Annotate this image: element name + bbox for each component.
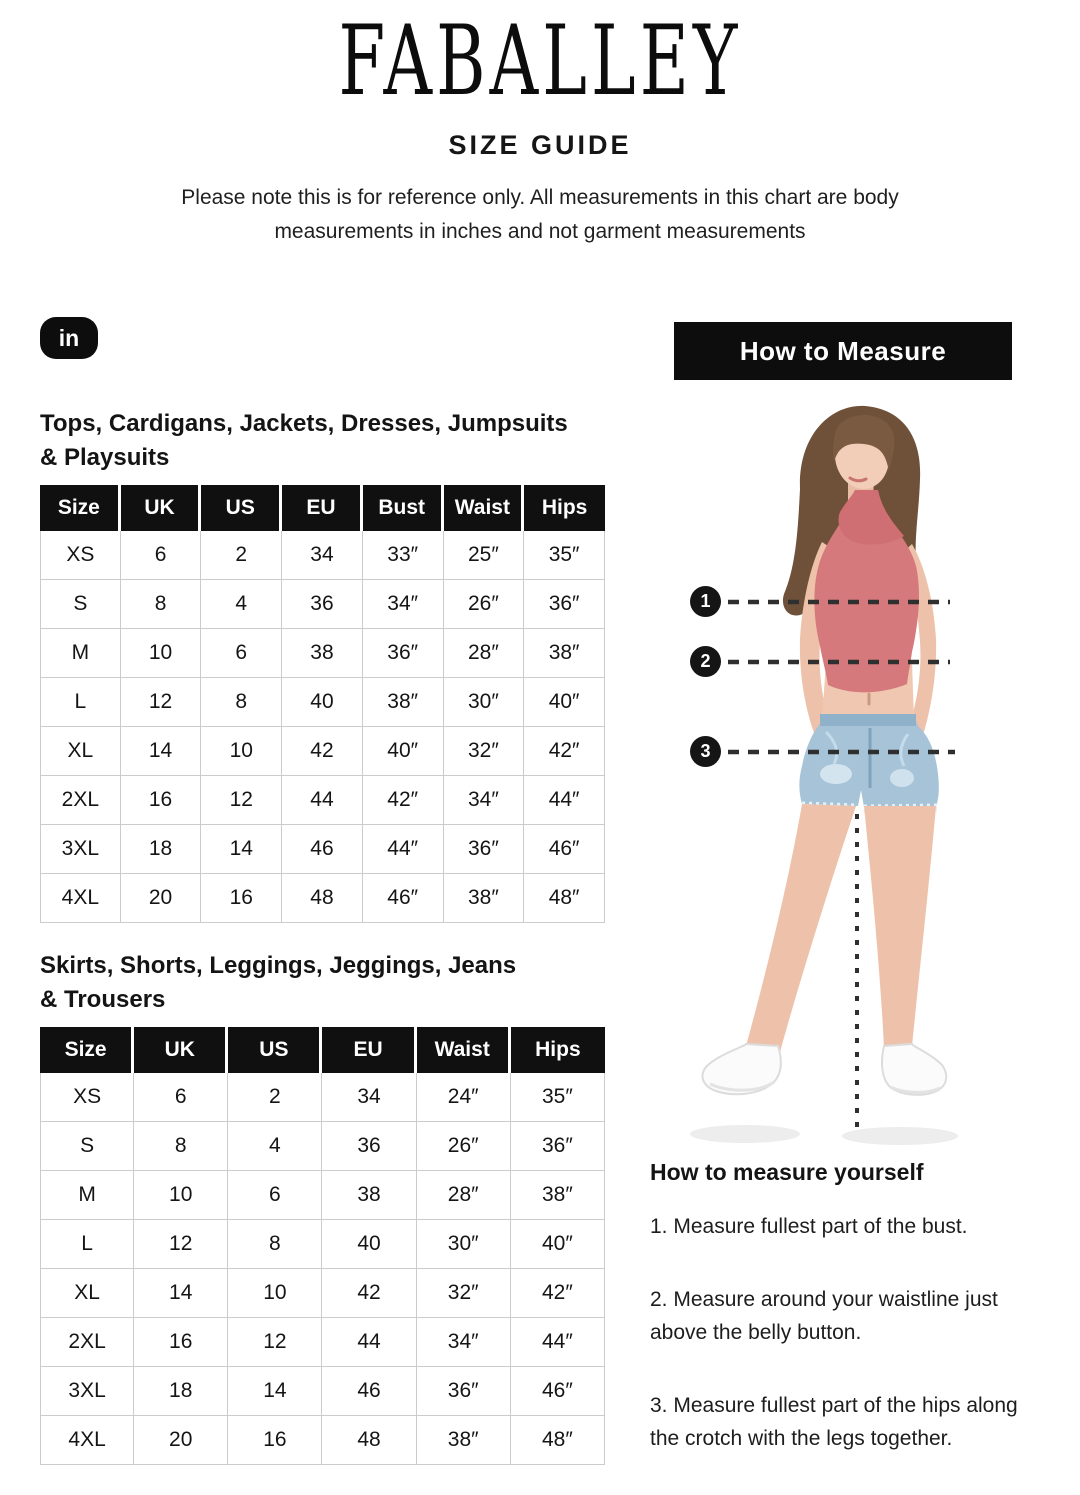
table-row xyxy=(40,1171,605,1220)
table-cell: 28″ xyxy=(417,1171,511,1220)
page-title: SIZE GUIDE xyxy=(448,130,632,160)
table-cell: 2 xyxy=(201,531,282,580)
table-cell: 8 xyxy=(134,1122,228,1171)
table-cell: 16 xyxy=(121,776,202,825)
table-cell: XS xyxy=(40,1073,134,1122)
table-row xyxy=(40,1073,605,1122)
table-cell: 6 xyxy=(134,1073,228,1122)
table-cell: 12 xyxy=(121,678,202,727)
table-cell: 18 xyxy=(121,825,202,874)
table-cell: 6 xyxy=(201,629,282,678)
table-cell: 16 xyxy=(201,874,282,923)
table-cell: 44 xyxy=(282,776,363,825)
table-cell: 4XL xyxy=(40,874,121,923)
waist-marker: 2 xyxy=(690,646,721,677)
note-text xyxy=(0,181,1080,249)
table-cell: 8 xyxy=(201,678,282,727)
column-header: US xyxy=(228,1027,322,1073)
table-cell: 42 xyxy=(322,1269,416,1318)
unit-toggle-inches[interactable]: in xyxy=(40,317,98,359)
table-cell: 48″ xyxy=(511,1416,605,1465)
table-cell: 32″ xyxy=(417,1269,511,1318)
tops-table-title xyxy=(40,407,605,475)
column-header: Size xyxy=(40,1027,134,1073)
table-cell: 44″ xyxy=(524,776,605,825)
brand-logo: FABALLEY xyxy=(338,5,742,118)
table-cell: 10 xyxy=(134,1171,228,1220)
table-row xyxy=(40,776,605,825)
table-cell: 48″ xyxy=(524,874,605,923)
table-cell: 8 xyxy=(228,1220,322,1269)
table-cell: 16 xyxy=(228,1416,322,1465)
table-cell: S xyxy=(40,1122,134,1171)
table-cell: 3XL xyxy=(40,825,121,874)
size-table-tops xyxy=(40,485,605,923)
table-cell: 46″ xyxy=(524,825,605,874)
column-header: Hips xyxy=(524,485,605,531)
note-line-1: Please note this is for reference only. All measurements in this chart are body xyxy=(181,186,899,209)
table-cell: 12 xyxy=(134,1220,228,1269)
column-header: Waist xyxy=(417,1027,511,1073)
table-cell: 16 xyxy=(134,1318,228,1367)
table-cell: 34 xyxy=(282,531,363,580)
table-cell: 42″ xyxy=(511,1269,605,1318)
table-cell: M xyxy=(40,1171,134,1220)
table-cell: 33″ xyxy=(363,531,444,580)
table-cell: 36 xyxy=(322,1122,416,1171)
table-cell: 36 xyxy=(282,580,363,629)
measure-step: 2. Measure around your waistline just above the belly button. xyxy=(650,1288,998,1344)
table-cell: 44″ xyxy=(511,1318,605,1367)
how-to-measure-column xyxy=(650,309,1070,1454)
table-cell: 10 xyxy=(201,727,282,776)
table-cell: 14 xyxy=(228,1367,322,1416)
table-cell: 38″ xyxy=(417,1416,511,1465)
table-cell: 4 xyxy=(228,1122,322,1171)
table-cell: 38″ xyxy=(524,629,605,678)
table-row xyxy=(40,1220,605,1269)
table-row xyxy=(40,1269,605,1318)
column-header: EU xyxy=(322,1027,416,1073)
tops-table-title-line2: & Playsuits xyxy=(40,444,170,471)
table-cell: 48 xyxy=(322,1416,416,1465)
table-cell: 8 xyxy=(121,580,202,629)
table-cell: 42″ xyxy=(524,727,605,776)
column-header: US xyxy=(201,485,282,531)
table-row xyxy=(40,727,605,776)
table-cell: 40″ xyxy=(363,727,444,776)
table-cell: 10 xyxy=(121,629,202,678)
column-header: EU xyxy=(282,485,363,531)
table-cell: 36″ xyxy=(511,1122,605,1171)
table-row xyxy=(40,531,605,580)
bust-marker: 1 xyxy=(690,586,721,617)
table-cell: 14 xyxy=(201,825,282,874)
how-to-measure-banner: How to Measure xyxy=(674,322,1012,380)
table-cell: 12 xyxy=(201,776,282,825)
tops-table-title-line1: Tops, Cardigans, Jackets, Dresses, Jumpsuits xyxy=(40,410,568,437)
table-cell: 38 xyxy=(282,629,363,678)
table-header-row xyxy=(40,1027,605,1073)
table-cell: L xyxy=(40,678,121,727)
table-cell: 6 xyxy=(121,531,202,580)
table-cell: 34″ xyxy=(363,580,444,629)
column-header: Waist xyxy=(444,485,525,531)
bottoms-table-title-line2: & Trousers xyxy=(40,986,166,1013)
table-cell: 40″ xyxy=(511,1220,605,1269)
table-row xyxy=(40,1318,605,1367)
table-cell: 38 xyxy=(322,1171,416,1220)
table-cell: XL xyxy=(40,727,121,776)
measure-step: 3. Measure fullest part of the hips along the crotch with the legs together. xyxy=(650,1394,1018,1450)
model-photo xyxy=(650,394,1050,1159)
table-cell: 18 xyxy=(134,1367,228,1416)
table-cell: 2XL xyxy=(40,776,121,825)
table-cell: 46 xyxy=(282,825,363,874)
table-cell: 34″ xyxy=(444,776,525,825)
table-cell: 32″ xyxy=(444,727,525,776)
column-header: UK xyxy=(121,485,202,531)
table-cell: 3XL xyxy=(40,1367,134,1416)
table-cell: 36″ xyxy=(417,1367,511,1416)
table-cell: S xyxy=(40,580,121,629)
measure-steps-list xyxy=(650,1210,1042,1455)
table-cell: 42″ xyxy=(363,776,444,825)
column-header: Hips xyxy=(511,1027,605,1073)
table-cell: 4 xyxy=(201,580,282,629)
table-row xyxy=(40,1416,605,1465)
table-cell: 36″ xyxy=(363,629,444,678)
table-cell: 14 xyxy=(134,1269,228,1318)
measure-instructions-title: How to measure yourself xyxy=(650,1159,924,1185)
table-cell: XL xyxy=(40,1269,134,1318)
table-cell: 46″ xyxy=(511,1367,605,1416)
table-cell: 30″ xyxy=(417,1220,511,1269)
table-cell: 28″ xyxy=(444,629,525,678)
table-cell: 42 xyxy=(282,727,363,776)
bottoms-table-title-line1: Skirts, Shorts, Leggings, Jeggings, Jeans xyxy=(40,952,517,979)
table-cell: 36″ xyxy=(524,580,605,629)
table-cell: L xyxy=(40,1220,134,1269)
size-tables-column xyxy=(40,309,605,1465)
table-cell: XS xyxy=(40,531,121,580)
table-cell: 38″ xyxy=(363,678,444,727)
table-row xyxy=(40,1367,605,1416)
table-cell: 20 xyxy=(121,874,202,923)
table-cell: 48 xyxy=(282,874,363,923)
table-cell: 2XL xyxy=(40,1318,134,1367)
table-row xyxy=(40,1122,605,1171)
column-header: Bust xyxy=(363,485,444,531)
table-cell: 44″ xyxy=(363,825,444,874)
table-cell: 6 xyxy=(228,1171,322,1220)
hips-marker: 3 xyxy=(690,736,721,767)
table-row xyxy=(40,629,605,678)
table-row xyxy=(40,825,605,874)
table-cell: 26″ xyxy=(444,580,525,629)
table-row xyxy=(40,874,605,923)
table-cell: 10 xyxy=(228,1269,322,1318)
table-cell: 30″ xyxy=(444,678,525,727)
table-cell: 34″ xyxy=(417,1318,511,1367)
table-cell: 26″ xyxy=(417,1122,511,1171)
table-cell: 35″ xyxy=(511,1073,605,1122)
table-cell: 40 xyxy=(282,678,363,727)
measure-instructions xyxy=(650,1159,1042,1495)
table-cell: 12 xyxy=(228,1318,322,1367)
table-cell: 24″ xyxy=(417,1073,511,1122)
bottoms-table-title xyxy=(40,949,605,1017)
table-cell: M xyxy=(40,629,121,678)
table-header-row xyxy=(40,485,605,531)
table-cell: 36″ xyxy=(444,825,525,874)
table-cell: 46 xyxy=(322,1367,416,1416)
table-cell: 38″ xyxy=(511,1171,605,1220)
table-cell: 25″ xyxy=(444,531,525,580)
table-cell: 14 xyxy=(121,727,202,776)
table-cell: 40 xyxy=(322,1220,416,1269)
table-cell: 40″ xyxy=(524,678,605,727)
table-cell: 46″ xyxy=(363,874,444,923)
note-line-2: measurements in inches and not garment measurements xyxy=(274,220,806,243)
column-header: Size xyxy=(40,485,121,531)
table-cell: 2 xyxy=(228,1073,322,1122)
table-row xyxy=(40,580,605,629)
table-cell: 35″ xyxy=(524,531,605,580)
column-header: UK xyxy=(134,1027,228,1073)
table-cell: 44 xyxy=(322,1318,416,1367)
table-cell: 4XL xyxy=(40,1416,134,1465)
table-row xyxy=(40,678,605,727)
table-cell: 34 xyxy=(322,1073,416,1122)
measure-step: 1. Measure fullest part of the bust. xyxy=(650,1215,968,1238)
table-cell: 20 xyxy=(134,1416,228,1465)
size-table-bottoms xyxy=(40,1027,605,1465)
table-cell: 38″ xyxy=(444,874,525,923)
